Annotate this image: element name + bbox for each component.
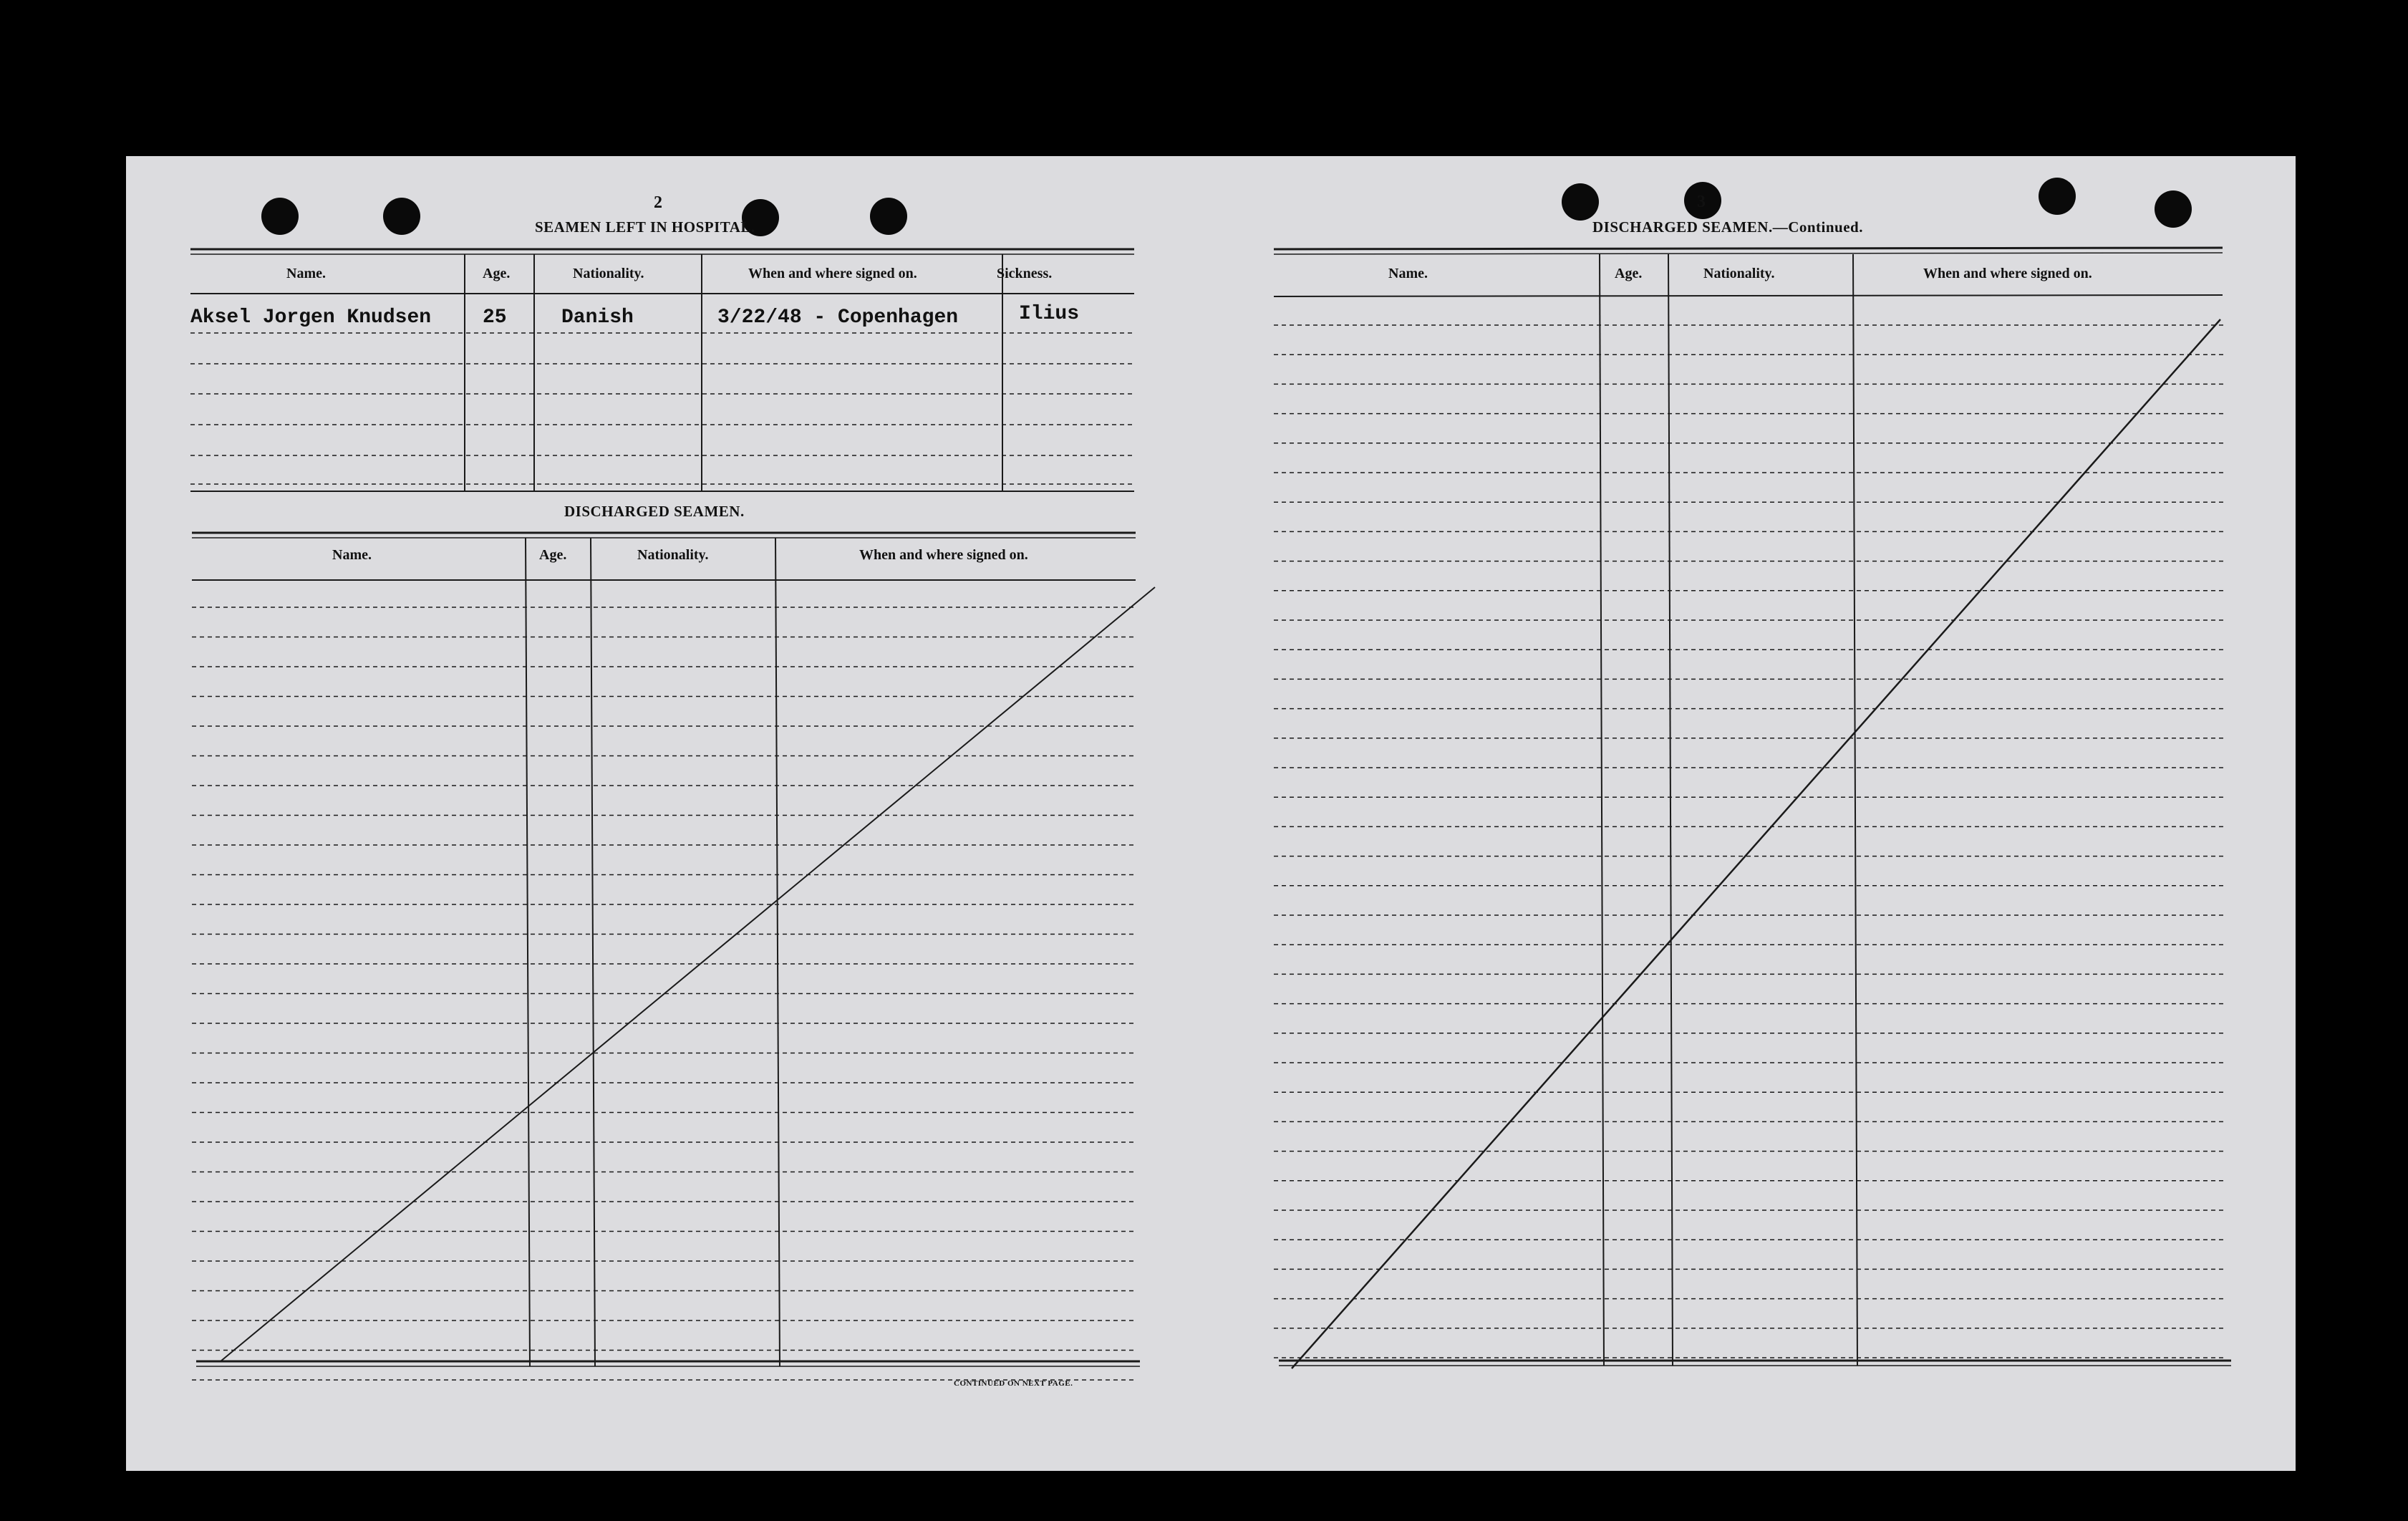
column-rule — [1853, 254, 1857, 1366]
hospital-header-signed-on: When and where signed on. — [748, 266, 917, 281]
right-ruled-table — [1229, 156, 2296, 1471]
right-header-name: Name. — [1388, 266, 1428, 281]
continued-footer: CONTINUED ON NEXT PAGE. — [954, 1379, 1073, 1388]
hospital-header-nationality: Nationality. — [573, 266, 644, 281]
hospital-cell-nationality: Danish — [561, 306, 634, 329]
column-rule — [1668, 254, 1673, 1366]
page-number: 2 — [654, 193, 662, 212]
discharged-continued-title: DISCHARGED SEAMEN.—Continued. — [1592, 218, 1863, 236]
left-page — [126, 156, 1229, 1471]
page-number: 3 — [1697, 193, 1706, 211]
hospital-header-name: Name. — [286, 266, 326, 281]
table-top-rule — [1274, 248, 2223, 249]
column-rule — [1600, 254, 1604, 1366]
column-rule — [526, 538, 530, 1366]
left-ruled-table — [126, 156, 1229, 1471]
discharged-header-nationality: Nationality. — [637, 547, 709, 563]
right-header-age: Age. — [1615, 266, 1643, 281]
hospital-cell-signed-on: 3/22/48 - Copenhagen — [717, 306, 959, 329]
column-rule — [775, 538, 780, 1366]
hospital-header-age: Age. — [483, 266, 511, 281]
hospital-section-title: SEAMEN LEFT IN HOSPITAL. — [535, 218, 755, 236]
hospital-cell-name: Aksel Jorgen Knudsen — [190, 306, 432, 329]
right-header-nationality: Nationality. — [1703, 266, 1775, 281]
right-header-signed-on: When and where signed on. — [1923, 266, 2092, 281]
header-rule — [1274, 295, 2223, 296]
right-page — [1229, 156, 2296, 1471]
discharged-header-signed-on: When and where signed on. — [859, 547, 1028, 563]
hospital-header-sickness: Sickness. — [997, 266, 1053, 281]
discharged-header-name: Name. — [332, 547, 372, 563]
column-rule — [591, 538, 595, 1366]
discharged-section-title: DISCHARGED SEAMEN. — [564, 503, 745, 520]
hospital-cell-age: 25 — [483, 306, 507, 329]
manifest-sheet — [126, 156, 2296, 1471]
discharged-header-age: Age. — [539, 547, 567, 563]
table-top-rule — [1274, 253, 2223, 254]
hospital-cell-sickness: Ilius — [1019, 303, 1080, 325]
cancel-diagonal-line — [221, 587, 1155, 1361]
cancel-diagonal-line — [1292, 319, 2220, 1368]
